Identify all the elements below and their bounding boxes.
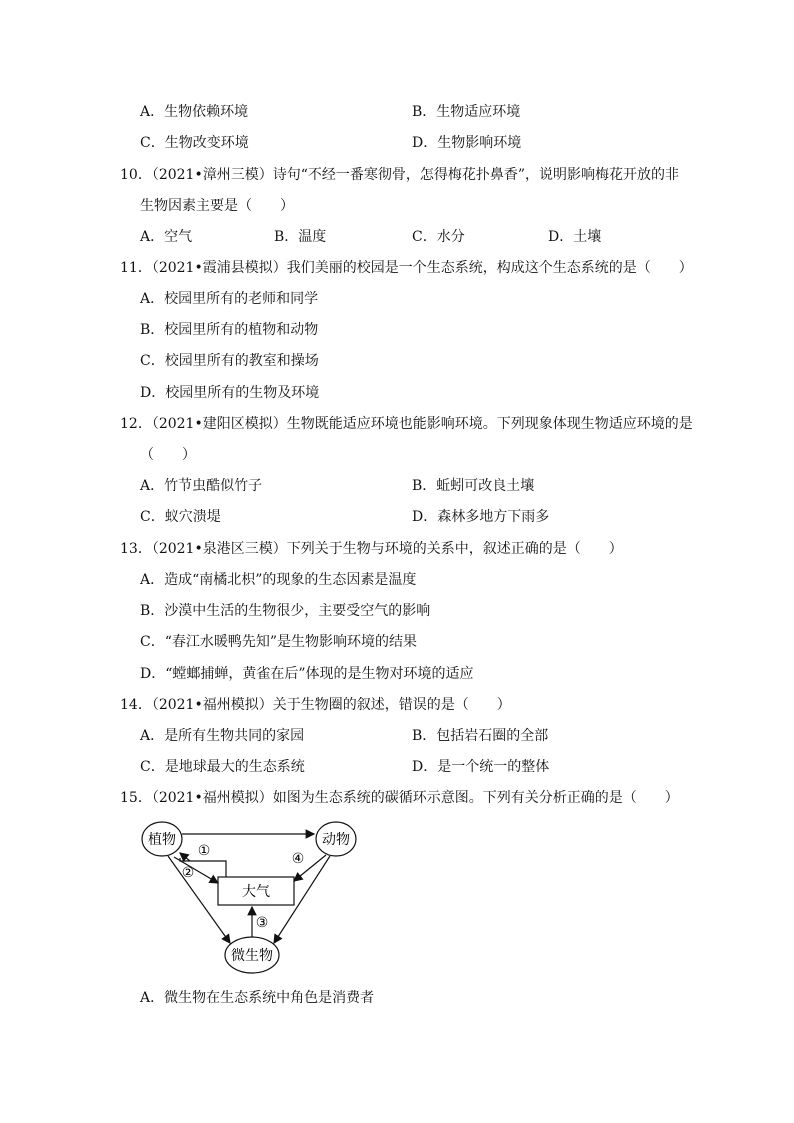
q10-option-a: A．空气 bbox=[140, 229, 193, 245]
q14-option-b: B．包括岩石圈的全部 bbox=[412, 728, 549, 744]
mark-2: ② bbox=[181, 865, 195, 881]
mark-4: ④ bbox=[291, 851, 305, 867]
animal-label: 动物 bbox=[322, 832, 350, 848]
q10-stem-line1: 10．（2021•漳州三模）诗句“不经一番寒彻骨，怎得梅花扑鼻香”，说明影响梅花开放的非 bbox=[120, 167, 680, 183]
q15-option-a: A．微生物在生态系统中角色是消费者 bbox=[140, 990, 375, 1006]
q11-option-c: C．校园里所有的教室和操场 bbox=[140, 353, 319, 369]
q13-option-b: B．沙漠中生活的生物很少，主要受空气的影响 bbox=[140, 603, 431, 619]
arrow-1-head bbox=[180, 853, 190, 861]
q10-option-d: D．土壤 bbox=[548, 229, 602, 245]
q10-option-c: C．水分 bbox=[412, 229, 465, 245]
microbe-label: 微生物 bbox=[231, 948, 273, 964]
q12-stem-line1: 12．（2021•建阳区模拟）生物既能适应环境也能影响环境。下列现象体现生物适应环境的是 bbox=[120, 416, 693, 432]
q12-option-c: C．蚁穴溃堤 bbox=[140, 509, 221, 525]
q11-stem: 11．（2021•霞浦县模拟）我们美丽的校园是一个生态系统，构成这个生态系统的是（ ） bbox=[120, 260, 693, 276]
q13-option-a: A．造成“南橘北枳”的现象的生态因素是温度 bbox=[140, 572, 417, 588]
q9-option-d: D．生物影响环境 bbox=[412, 135, 522, 151]
carbon-cycle-diagram bbox=[130, 815, 370, 980]
q14-option-d: D．是一个统一的整体 bbox=[412, 759, 550, 775]
q13-option-c: C．“春江水暖鸭先知”是生物影响环境的结果 bbox=[140, 634, 418, 650]
q12-option-a: A．竹节虫酷似竹子 bbox=[140, 478, 263, 494]
q12-stem-line2: （ ） bbox=[140, 447, 196, 463]
mark-3: ③ bbox=[255, 915, 269, 931]
mark-1: ① bbox=[197, 843, 211, 859]
q13-option-d: D．“螳螂捕蝉，黄雀在后”体现的是生物对环境的适应 bbox=[140, 666, 474, 682]
q11-option-a: A．校园里所有的老师和同学 bbox=[140, 291, 319, 307]
q15-stem: 15．（2021•福州模拟）如图为生态系统的碳循环示意图。下列有关分析正确的是（ ） bbox=[120, 790, 679, 806]
atmosphere-label: 大气 bbox=[242, 884, 270, 900]
q9-option-b: B．生物适应环境 bbox=[412, 104, 521, 120]
q12-option-d: D．森林多地方下雨多 bbox=[412, 509, 550, 525]
q13-stem: 13．（2021•泉港区三模）下列关于生物与环境的关系中，叙述正确的是（ ） bbox=[120, 541, 623, 557]
q14-option-a: A．是所有生物共同的家园 bbox=[140, 728, 305, 744]
q10-option-b: B．温度 bbox=[274, 229, 327, 245]
q12-option-b: B．蚯蚓可改良土壤 bbox=[412, 478, 535, 494]
q11-option-b: B．校园里所有的植物和动物 bbox=[140, 322, 319, 338]
q14-stem: 14．（2021•福州模拟）关于生物圈的叙述，错误的是（ ） bbox=[120, 697, 511, 713]
q10-stem-line2: 生物因素主要是（ ） bbox=[140, 198, 294, 214]
q11-option-d: D．校园里所有的生物及环境 bbox=[140, 385, 320, 401]
q14-option-c: C．是地球最大的生态系统 bbox=[140, 759, 305, 775]
plant-label: 植物 bbox=[148, 832, 176, 848]
q9-option-a: A．生物依赖环境 bbox=[140, 104, 249, 120]
q9-option-c: C．生物改变环境 bbox=[140, 135, 249, 151]
